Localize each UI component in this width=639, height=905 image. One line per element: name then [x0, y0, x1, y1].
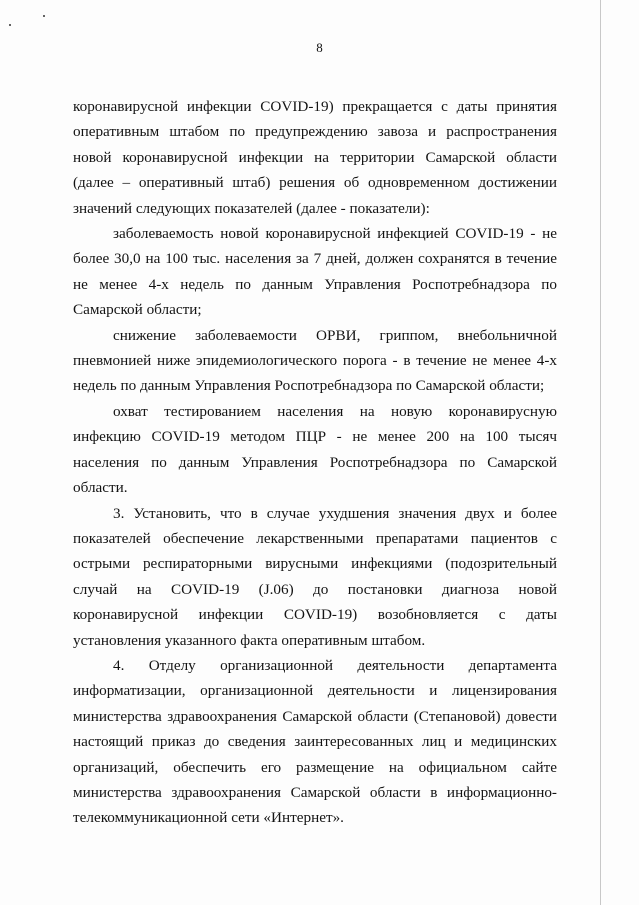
page-edge-line: [600, 0, 601, 905]
paragraph: снижение заболеваемости ОРВИ, гриппом, внебольничной пневмонией ниже эпидемиологического порога - в течение не менее 4-х недель по данным Управления Роспотребнадзора по Самарской области;: [73, 326, 557, 395]
scan-speck: [43, 15, 45, 17]
paragraph: коронавирусной инфекции COVID-19) прекращается с даты принятия оперативным штабом по предупреждению завоза и распространения новой коронавирусной инфекции на территории Самарской области (далее – оперативный штаб) решения об одновременном достижении значений следующих показателей (далее - показатели):: [73, 98, 557, 217]
paragraph: заболеваемость новой коронавирусной инфекцией COVID-19 - не более 30,0 на 100 тыс. населения за 7 дней, должен сохранятся в течение не менее 4-х недель по данным Управления Роспотребнадзора по Самарской области;: [73, 225, 557, 319]
paragraph: 4. Отделу организационной деятельности департамента информатизации, организационной деятельности и лицензирования министерства здравоохранения Самарской области (Степановой) довести настоящий приказ до сведения заинтересованных лиц и медицинских организаций, обеспечить его размещение на официальном сайте министерства здравоохранения Самарской области в информационно-телекоммуникационной сети «Интернет».: [73, 656, 557, 827]
document-body: [73, 94, 557, 831]
paragraph: охват тестированием населения на новую коронавирусную инфекцию COVID-19 методом ПЦР - не менее 200 на 100 тысяч населения по данным Управления Роспотребнадзора по Самарской области.: [73, 402, 557, 497]
scan-speck: [9, 24, 11, 26]
page-number: 8: [316, 40, 323, 55]
paragraph: 3. Установить, что в случае ухудшения значения двух и более показателей обеспечение лекарственными препаратами пациентов с острыми респираторными вирусными инфекциями (подозрительный случай на COVID-19 (J.06) до постановки диагноза новой коронавирусной инфекции COVID-19) возобновляется с даты установления указанного факта оперативным штабом.: [73, 504, 557, 649]
